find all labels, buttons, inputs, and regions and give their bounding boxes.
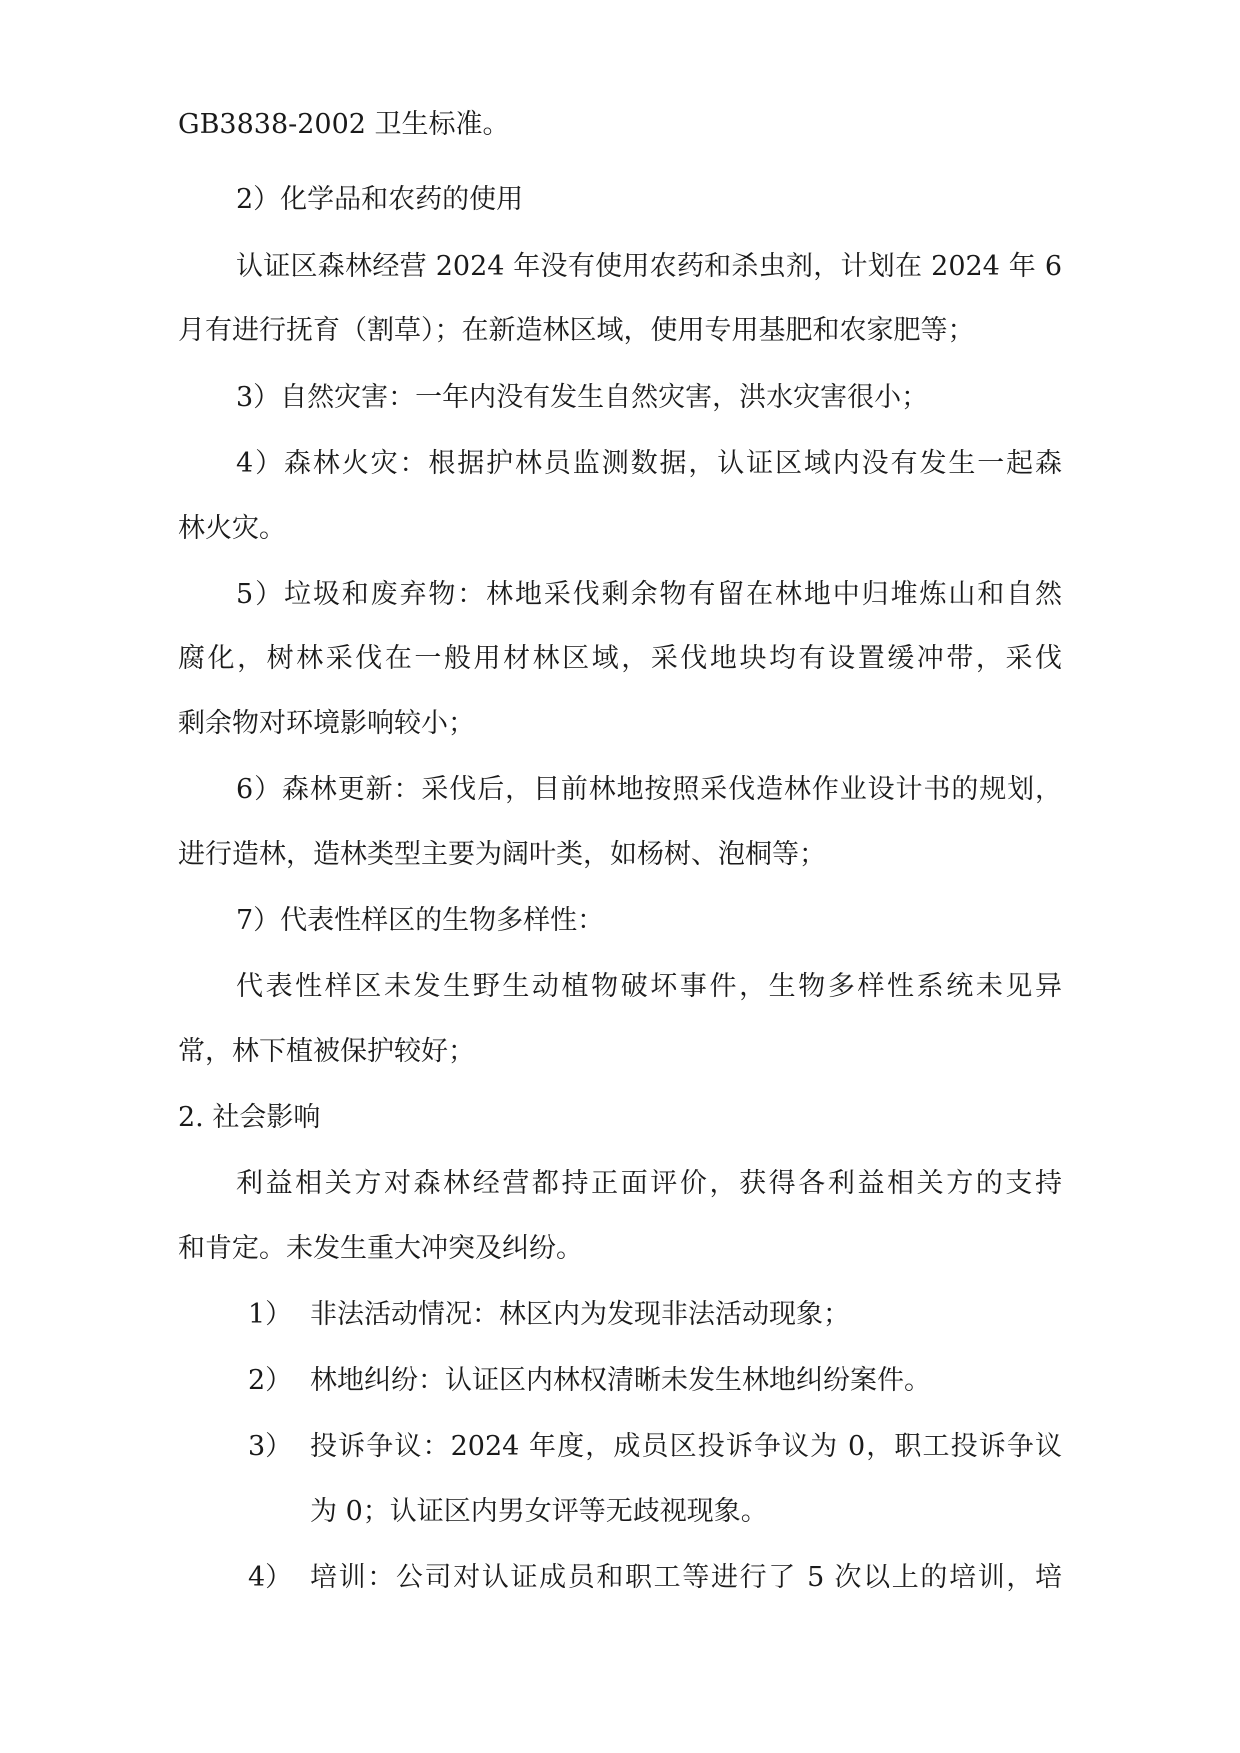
subsection-heading: 7）代表性样区的生物多样性： [236, 905, 605, 936]
body-line: 林火灾。 [178, 513, 286, 544]
body-line: 代表性样区未发生野生动植物破坏事件，生物多样性系统未见异 [236, 971, 1062, 1002]
body-line: 认证区森林经营 2024 年没有使用农药和杀虫剂，计划在 2024 年 6 [236, 251, 1062, 282]
list-item-text: 为 0；认证区内男女评等无歧视现象。 [310, 1496, 768, 1527]
body-line: 5）垃圾和废弃物：林地采伐剩余物有留在林地中归堆炼山和自然 [236, 579, 1062, 610]
body-line: 利益相关方对森林经营都持正面评价，获得各利益相关方的支持 [236, 1168, 1062, 1199]
list-marker: 4） [248, 1562, 293, 1593]
body-line: 月有进行抚育（割草）；在新造林区域，使用专用基肥和农家肥等； [178, 315, 975, 346]
body-line: 进行造林，造林类型主要为阔叶类，如杨树、泡桐等； [178, 839, 826, 870]
list-item-text: 非法活动情况：林区内为发现非法活动现象； [310, 1299, 850, 1330]
body-line: 常，林下植被保护较好； [178, 1036, 475, 1067]
subsection-heading: 2）化学品和农药的使用 [236, 184, 524, 215]
list-item-text: 投诉争议：2024 年度，成员区投诉争议为 0，职工投诉争议 [310, 1431, 1062, 1462]
body-line: 4）森林火灾：根据护林员监测数据，认证区域内没有发生一起森 [236, 448, 1062, 479]
body-line: 剩余物对环境影响较小； [178, 708, 475, 739]
list-marker: 2） [248, 1365, 293, 1396]
list-marker: 1） [248, 1299, 293, 1330]
body-line: 腐化，树林采伐在一般用材林区域，采伐地块均有设置缓冲带，采伐 [178, 643, 1062, 674]
body-line: 6）森林更新：采伐后，目前林地按照采伐造林作业设计书的规划， [236, 774, 1062, 805]
body-line: GB3838-2002 卫生标准。 [178, 109, 510, 140]
list-item-text: 林地纠纷：认证区内林权清晰未发生林地纠纷案件。 [310, 1365, 931, 1396]
list-marker: 3） [248, 1431, 293, 1462]
body-line: 3）自然灾害：一年内没有发生自然灾害，洪水灾害很小； [236, 382, 929, 413]
list-item-text: 培训：公司对认证成员和职工等进行了 5 次以上的培训，培 [310, 1562, 1062, 1593]
body-line: 和肯定。未发生重大冲突及纠纷。 [178, 1233, 583, 1264]
section-heading: 2. 社会影响 [178, 1102, 321, 1133]
